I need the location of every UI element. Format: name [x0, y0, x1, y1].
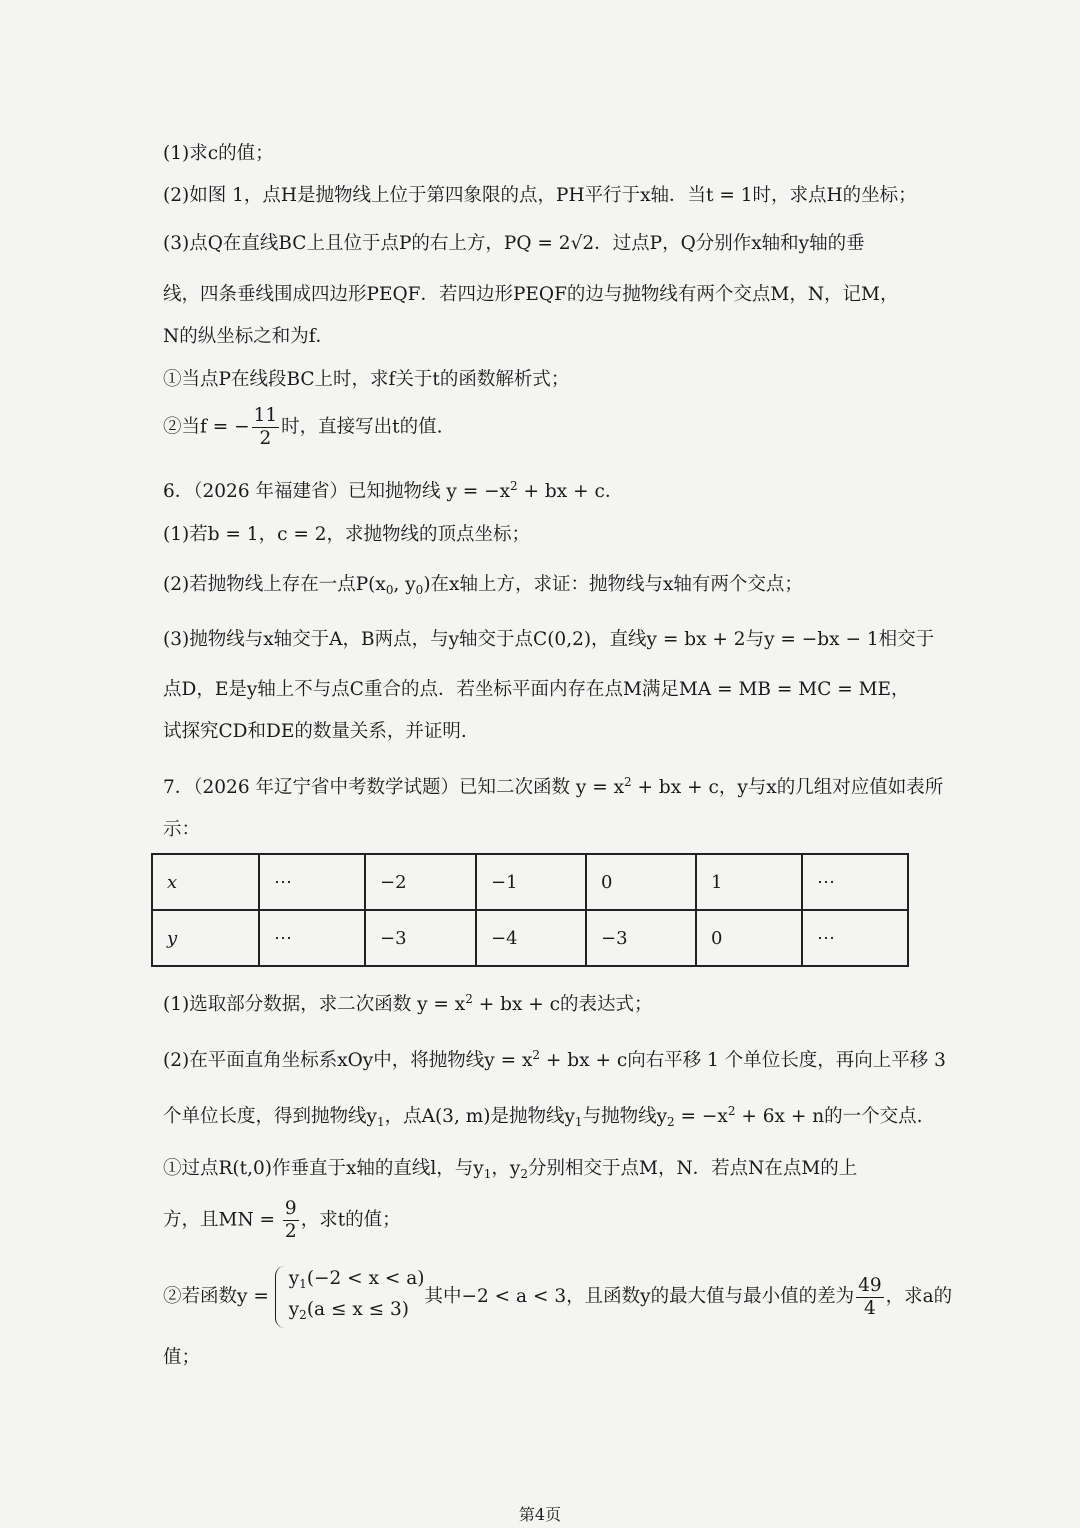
q7-part2a-post: + bx + c向右平移 1 个单位长度，再向上平移 3	[540, 1050, 946, 1071]
piecewise-row1-cond: (−2 < x < a)	[306, 1268, 425, 1289]
table-cell: −1	[476, 854, 586, 910]
page-number: 第4页	[518, 1505, 562, 1524]
q7-part2-sub2	[163, 1266, 952, 1328]
table-cell: y	[152, 910, 259, 966]
q5-fraction-den: 2	[259, 428, 272, 449]
table-cell: 1	[696, 854, 802, 910]
q7-part2d-pre: 方，且MN =	[163, 1209, 281, 1231]
q7-part2c-post: 分别相交于点M，N．若点N在点M的上	[528, 1158, 858, 1179]
q7-part2c-sub1: 1	[483, 1167, 492, 1181]
table-cell: ⋯	[259, 910, 365, 966]
piecewise-function	[275, 1266, 425, 1328]
q7-part2c-pre: ①过点R(t,0)作垂直于x轴的直线l，与y	[163, 1158, 484, 1179]
table-cell: x	[152, 854, 259, 910]
q5-part3-sqrt: √2	[570, 233, 595, 254]
q5-part3-line3: N的纵坐标之和为f．	[163, 326, 335, 347]
q7-part2-sub1	[163, 1157, 857, 1186]
table-cell: −2	[365, 854, 476, 910]
q7-title-end: 示：	[163, 819, 201, 840]
q7-part2b-post: + 6x + n的一个交点.	[735, 1106, 923, 1127]
piecewise-row1-y: y	[288, 1268, 300, 1289]
left-brace	[275, 1266, 286, 1328]
q7-part1-post: + bx + c的表达式；	[472, 994, 653, 1015]
q7-title-sup: 2	[624, 775, 632, 789]
q6-part1: (1)若b = 1，c = 2，求抛物线的顶点坐标；	[163, 524, 530, 545]
q7-title-post: + bx + c，y与x的几组对应值如表所	[631, 777, 944, 798]
piecewise-row1-sub: 1	[299, 1277, 307, 1291]
q5-part3-sub2	[163, 405, 443, 450]
q5-part3-line1	[163, 232, 865, 256]
q7-part2a-pre: (2)在平面直角坐标系xOy中，将抛物线y = x	[163, 1050, 533, 1071]
q7-diff-fraction-num: 49	[858, 1274, 882, 1296]
piecewise-row-1	[289, 1266, 425, 1297]
q6-part2-post: )在x轴上方，求证：抛物线与x轴有两个交点；	[423, 574, 803, 595]
piecewise-row-2	[289, 1297, 425, 1328]
q6-part2-sub1: 0	[415, 583, 424, 597]
q7-part2-line2	[163, 1099, 923, 1134]
table-cell: ⋯	[259, 854, 365, 910]
q5-part3-text-a: (3)点Q在直线BC上且位于点P的右上方，PQ = 2	[163, 233, 571, 254]
q5-fraction	[252, 405, 280, 450]
q7-mn-fraction	[283, 1198, 299, 1243]
q7-part2b-sub2: 1	[574, 1115, 583, 1129]
table-cell: −3	[586, 910, 696, 966]
q5-sub2-pre: ②当f = −	[163, 416, 250, 438]
q5-part1: (1)求c的值；	[163, 143, 274, 164]
q7-part1-sup: 2	[465, 992, 473, 1006]
q7-part2-sub2-end: 值；	[163, 1347, 201, 1368]
table-row	[152, 910, 908, 966]
q5-part2: (2)如图 1，点H是抛物线上位于第四象限的点，PH平行于x轴．当t = 1时，求点H的坐标；	[163, 185, 917, 206]
q7-part2-sub1-cont	[163, 1198, 401, 1243]
q7-part2a-sup: 2	[532, 1048, 541, 1062]
table-cell: −3	[365, 910, 476, 966]
q7-part2e-post: ，求a的	[885, 1286, 953, 1307]
q6-part2	[163, 573, 803, 602]
q7-part2c-sub2: 2	[520, 1167, 528, 1181]
q6-title	[163, 474, 623, 504]
piecewise-row2-sub: 2	[299, 1308, 307, 1322]
q7-part2e-mid: 其中−2 < a < 3，且函数y的最大值与最小值的差为	[424, 1286, 855, 1307]
q6-title-post: + bx + c．	[517, 481, 624, 502]
q7-part2b-sub1: 1	[376, 1115, 385, 1129]
piecewise-row2-cond: (a ≤ x ≤ 3)	[306, 1299, 410, 1320]
q6-part3-line3: 试探究CD和DE的数量关系，并证明.	[163, 721, 467, 742]
q7-title-pre: 7．（2026 年辽宁省中考数学试题）已知二次函数 y = x	[163, 777, 625, 798]
q5-part3-line2: 线，四条垂线围成四边形PEQF．若四边形PEQF的边与抛物线有两个交点M，N，记M，	[163, 284, 899, 305]
q7-part2b-mid: ，点A(3, m)是抛物线y	[384, 1106, 575, 1127]
table-cell: 0	[696, 910, 802, 966]
q5-part3-text-b: ．过点P，Q分别作x轴和y轴的垂	[594, 233, 865, 254]
table-cell: ⋯	[802, 854, 908, 910]
q6-part2-sub0: 0	[385, 583, 394, 597]
piecewise-row2-y: y	[288, 1299, 300, 1320]
q7-part2b-pre: 个单位长度，得到抛物线y	[163, 1106, 377, 1127]
q7-part2-line1	[163, 1043, 946, 1073]
table-row	[152, 854, 908, 910]
q5-fraction-num: 11	[253, 405, 278, 426]
q6-title-sup: 2	[510, 479, 518, 493]
q7-part1-pre: (1)选取部分数据，求二次函数 y = x	[163, 994, 466, 1015]
q7-part2b-mid2: 与抛物线y	[582, 1106, 668, 1127]
q6-part2-mid: , y	[393, 574, 416, 595]
q7-title	[163, 770, 943, 800]
q6-title-pre: 6．（2026 年福建省）已知抛物线 y = −x	[163, 481, 511, 502]
q7-mn-fraction-den: 2	[284, 1221, 297, 1242]
q7-part2e-pre: ②若函数y =	[163, 1286, 275, 1307]
q7-part2b-mid3: = −x	[674, 1106, 728, 1127]
table-cell: −4	[476, 910, 586, 966]
q5-part3-sub1: ①当点P在线段BC上时，求f关于t的函数解析式；	[163, 369, 570, 390]
table-cell: 0	[586, 854, 696, 910]
q7-part2b-sup: 2	[727, 1104, 736, 1118]
q6-part2-pre: (2)若抛物线上存在一点P(x	[163, 574, 386, 595]
q7-part2b-sub3: 2	[667, 1115, 675, 1129]
q7-mn-fraction-num: 9	[284, 1198, 297, 1219]
table-cell: ⋯	[802, 910, 908, 966]
value-table	[151, 853, 909, 967]
q7-part1	[163, 987, 653, 1017]
q7-part2c-mid: ，y	[491, 1158, 521, 1179]
q7-part2d-post: ，求t的值；	[300, 1209, 401, 1231]
q6-part3-line2: 点D，E是y轴上不与点C重合的点．若坐标平面内存在点M满足MA = MB = MC = ME，	[163, 679, 910, 700]
q7-diff-fraction	[856, 1275, 884, 1320]
q6-part3-line1: (3)抛物线与x轴交于A，B两点，与y轴交于点C(0,2)，直线y = bx + 2与y = −bx − 1相交于	[163, 629, 935, 650]
q7-diff-fraction-den: 4	[863, 1297, 876, 1319]
q5-sub2-post: 时，直接写出t的值.	[281, 416, 443, 438]
